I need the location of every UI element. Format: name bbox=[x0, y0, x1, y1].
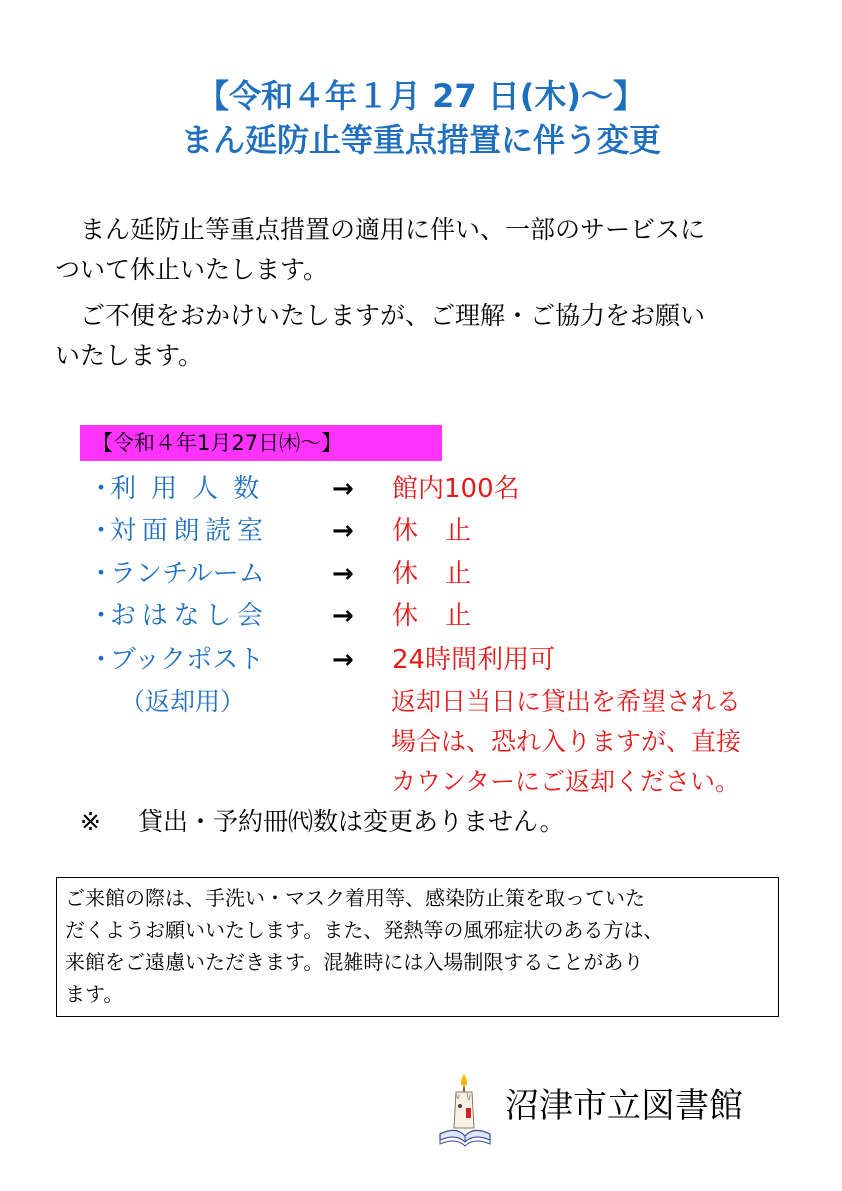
page-title-line-2: まん延防止等重点措置に伴う変更 bbox=[180, 121, 661, 159]
notice-line: 来館をご遠慮いただきます。混雑時には入場制限することがあり bbox=[65, 950, 644, 974]
service-name: ブックポスト bbox=[110, 645, 265, 675]
service-name: 対面朗読室 bbox=[110, 516, 269, 546]
footnote-text: 貸出・予約冊㈹数は変更ありません。 bbox=[138, 807, 565, 836]
bookpost-note-line-2: 場合は、恐れ入りますが、直接 bbox=[391, 727, 742, 756]
service-row-capacity bbox=[88, 468, 808, 510]
bookpost-note-line-1: 返却日当日に貸出を希望される bbox=[391, 687, 742, 716]
bookpost-note-line-3: カウンターにご返却ください。 bbox=[391, 767, 741, 796]
bullet: ・ bbox=[88, 474, 115, 504]
service-status: 休止 bbox=[392, 559, 499, 589]
arrow: → bbox=[332, 474, 354, 504]
notice-line: ます。 bbox=[65, 982, 124, 1006]
arrow: → bbox=[332, 601, 354, 631]
notice-line: ご来館の際は、手洗い・マスク着用等、感染防止策を取っていた bbox=[65, 886, 645, 910]
intro-paragraph-1-line-1: まん延防止等重点措置の適用に伴い、一部のサービスに bbox=[55, 215, 706, 244]
candle-book-icon bbox=[436, 1070, 494, 1150]
page-title-line-1: 【令和４年１月 27 日(木)～】 bbox=[196, 77, 646, 115]
arrow: → bbox=[332, 645, 354, 675]
intro-paragraph-2-line-2: いたします。 bbox=[55, 341, 204, 370]
notice-line: だくようお願いいたします。また、発熱等の風邪症状のある方は、 bbox=[65, 918, 664, 942]
library-name: 沼津市立図書館 bbox=[505, 1086, 743, 1126]
effective-date-tag: 【令和４年1月27日㈭～】 bbox=[80, 425, 442, 461]
footnote bbox=[80, 802, 565, 842]
reference-mark: ※ bbox=[80, 807, 101, 836]
service-name: おはなし会 bbox=[110, 601, 269, 631]
service-status: 24時間利用可 bbox=[392, 645, 556, 675]
intro-paragraph-2-line-1: ご不便をおかけいたしますが、ご理解・ご協力をお願い bbox=[55, 301, 706, 330]
intro-paragraph-1-line-2: ついて休止いたします。 bbox=[55, 255, 329, 284]
arrow: → bbox=[332, 559, 354, 589]
service-name: 利用人数 bbox=[110, 474, 275, 504]
bullet: ・ bbox=[88, 601, 115, 631]
service-status: 休止 bbox=[392, 601, 499, 631]
arrow: → bbox=[332, 516, 354, 546]
service-status: 館内100名 bbox=[392, 474, 520, 504]
bullet: ・ bbox=[88, 516, 115, 546]
bullet: ・ bbox=[88, 645, 115, 675]
notice-box bbox=[56, 877, 779, 1017]
service-row-reading-room bbox=[88, 510, 808, 552]
bullet: ・ bbox=[88, 559, 115, 589]
service-row-storytime bbox=[88, 595, 808, 637]
service-row-bookpost bbox=[88, 639, 808, 681]
bookpost-sub-label: （返却用） bbox=[120, 687, 246, 716]
service-row-lunch-room bbox=[88, 553, 808, 595]
service-name: ランチルーム bbox=[110, 559, 265, 589]
service-status: 休止 bbox=[392, 516, 499, 546]
